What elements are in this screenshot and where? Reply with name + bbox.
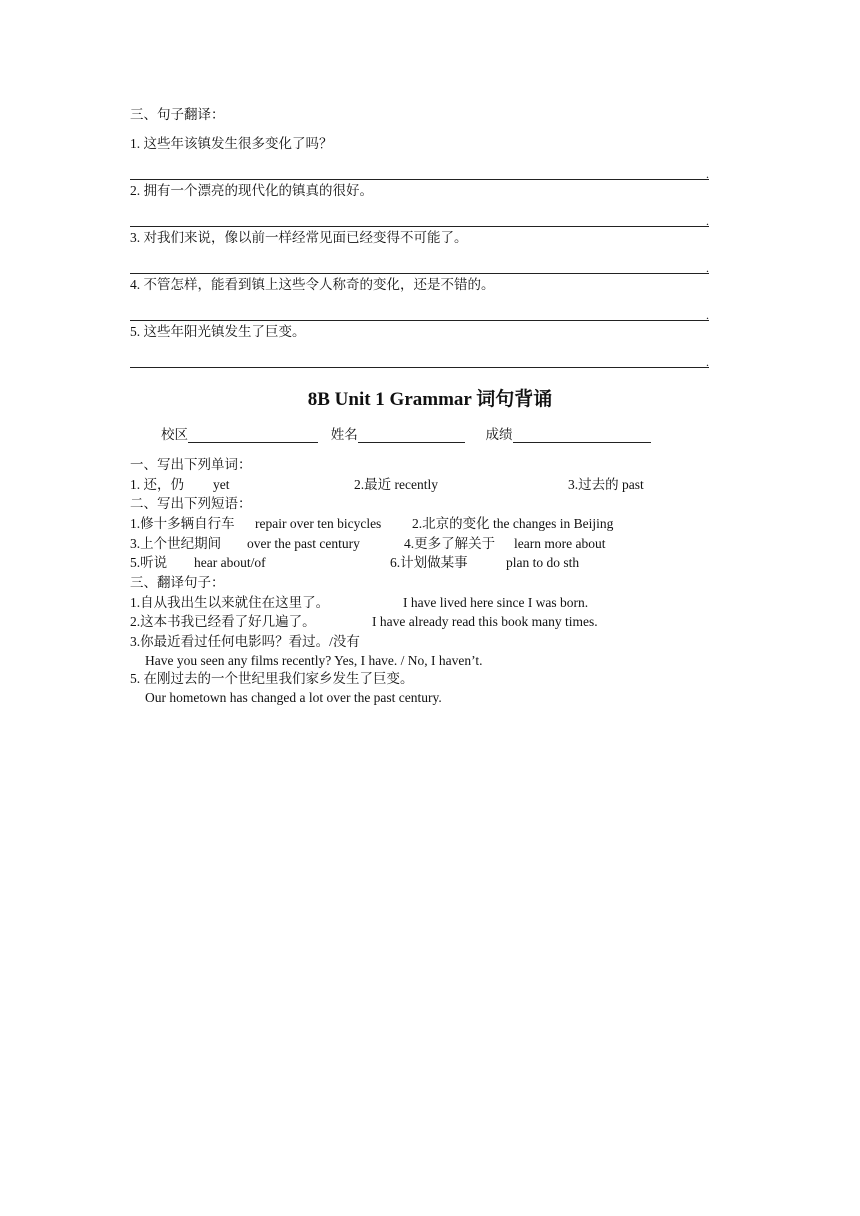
word-3: 3.过去的 past [568,477,644,492]
phrase-4-cn: 4.更多了解关于 [404,536,496,551]
line-end-dot: . [706,308,709,322]
phrase-5-en: hear about/of [194,555,266,570]
answer-line-1 [130,179,709,180]
part2-heading: 二、写出下列短语： [130,496,252,511]
part3-heading: 三、翻译句子： [130,575,225,590]
answer-line-4 [130,320,709,321]
name-label: 姓名 [330,427,358,442]
line-end-dot: . [706,261,709,275]
phrase-2: 2.北京的变化 the changes in Beijing [412,516,614,531]
score-label: 成绩 [485,427,513,442]
campus-label: 校区 [161,427,188,442]
question-4: 4. 不管怎样，能看到镇上这些令人称奇的变化，还是不错的。 [130,277,495,292]
phrase-6-en: plan to do sth [506,555,580,570]
word-2: 2.最近 recently [354,477,438,492]
sentence-2-en: I have already read this book many times. [372,614,598,629]
phrase-1-en: repair over ten bicycles [255,516,382,531]
phrase-5-cn: 5.听说 [130,555,168,570]
sentence-1-en: I have lived here since I was born. [403,595,589,610]
phrase-1-cn: 1.修十多辆自行车 [130,516,235,531]
word-1-cn: 1. 还，仍 [130,477,184,492]
answer-line-3 [130,273,709,274]
phrase-4-en: learn more about [514,536,606,551]
sentence-5-cn: 5. 在刚过去的一个世纪里我们家乡发生了巨变。 [130,671,414,686]
campus-field[interactable] [188,428,318,443]
question-2: 2. 拥有一个漂亮的现代化的镇真的很好。 [130,183,373,198]
question-1: 1. 这些年该镇发生很多变化了吗？ [130,136,333,151]
phrase-6-cn: 6.计划做某事 [390,555,468,570]
sentence-3-cn: 3.你最近看过任何电影吗？看过。/没有 [130,634,360,649]
sentence-5-en: Our hometown has changed a lot over the past century. [145,690,442,705]
name-field[interactable] [358,428,465,443]
word-1-en: yet [213,477,230,492]
answer-line-2 [130,226,709,227]
page-title: 8B Unit 1 Grammar 词句背诵 [307,389,553,410]
line-end-dot: . [706,355,709,369]
score-field[interactable] [513,428,651,443]
phrase-3-cn: 3.上个世纪期间 [130,536,222,551]
info-fields-row [161,427,651,443]
question-3: 3. 对我们来说，像以前一样经常见面已经变得不可能了。 [130,230,468,245]
part1-heading: 一、写出下列单词： [130,457,252,472]
sentence-2-cn: 2.这本书我已经看了好几遍了。 [130,614,316,629]
line-end-dot: . [706,214,709,228]
sentence-3-en: Have you seen any films recently? Yes, I have. / No, I haven’t. [145,653,483,668]
answer-line-5 [130,367,709,368]
sentence-1-cn: 1.自从我出生以来就住在这里了。 [130,595,330,610]
section-heading: 三、句子翻译： [130,107,225,122]
phrase-3-en: over the past century [247,536,360,551]
question-5: 5. 这些年阳光镇发生了巨变。 [130,324,306,339]
line-end-dot: . [706,167,709,181]
